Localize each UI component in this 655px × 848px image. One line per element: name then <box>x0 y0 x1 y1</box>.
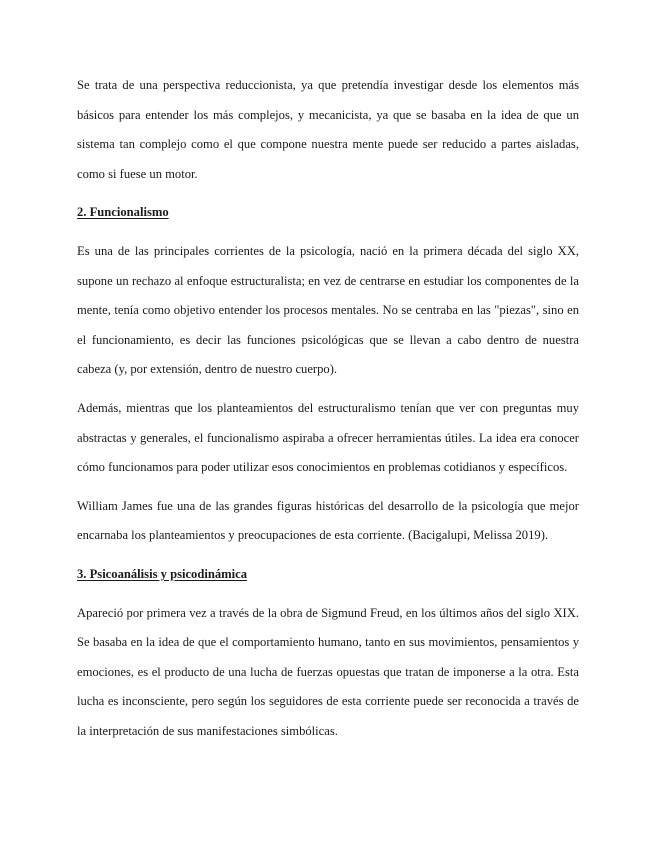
body-paragraph: William James fue una de las grandes figuras históricas del desarrollo de la psicología que mejor encarnaba los planteamientos y preocupaciones de esta corriente. (Bacigalupi, Melissa 2019). <box>77 498 579 543</box>
section-heading: 2. Funcionalismo <box>77 205 169 220</box>
body-paragraph: Además, mientras que los planteamientos del estructuralismo tenían que ver con preguntas muy abstractas y generales, el funcionalismo aspiraba a ofrecer herramientas útiles. La idea era conocer cómo funcionamos para poder utilizar esos conocimientos en problemas cotidianos y específicos. <box>77 400 579 475</box>
section-funcionalismo <box>77 198 579 551</box>
section-heading: 3. Psicoanálisis y psicodinámica <box>77 566 248 581</box>
intro-paragraph: Se trata de una perspectiva reduccionista, ya que pretendía investigar desde los elementos más básicos para entender los más complejos, y mecanicista, ya que se basaba en la idea de que un sistema tan complejo como el que compone nuestra mente puede ser reducido a partes aisladas, como si fuese un motor. <box>77 78 579 181</box>
section-psicoanalisis <box>77 560 579 747</box>
document-body <box>77 71 579 746</box>
body-paragraph: Es una de las principales corrientes de la psicología, nació en la primera década del siglo XX, supone un rechazo al enfoque estructuralista; en vez de centrarse en estudiar los componentes de la mente, tenía como objetivo entender los procesos mentales. No se centraba en las "piezas", sino en el funcionamiento, es decir las funciones psicológicas que se llevan a cabo dentro de nuestra cabeza (y, por extensión, dentro de nuestro cuerpo). <box>77 243 579 377</box>
body-paragraph: Apareció por primera vez a través de la obra de Sigmund Freud, en los últimos años del siglo XIX. Se basaba en la idea de que el comportamiento humano, tanto en sus movimientos, pensamientos y emociones, es el producto de una lucha de fuerzas opuestas que tratan de imponerse a la otra. Esta lucha es inconsciente, pero según los seguidores de esta corriente puede ser reconocida a través de la interpretación de sus manifestaciones simbólicas. <box>77 605 579 738</box>
